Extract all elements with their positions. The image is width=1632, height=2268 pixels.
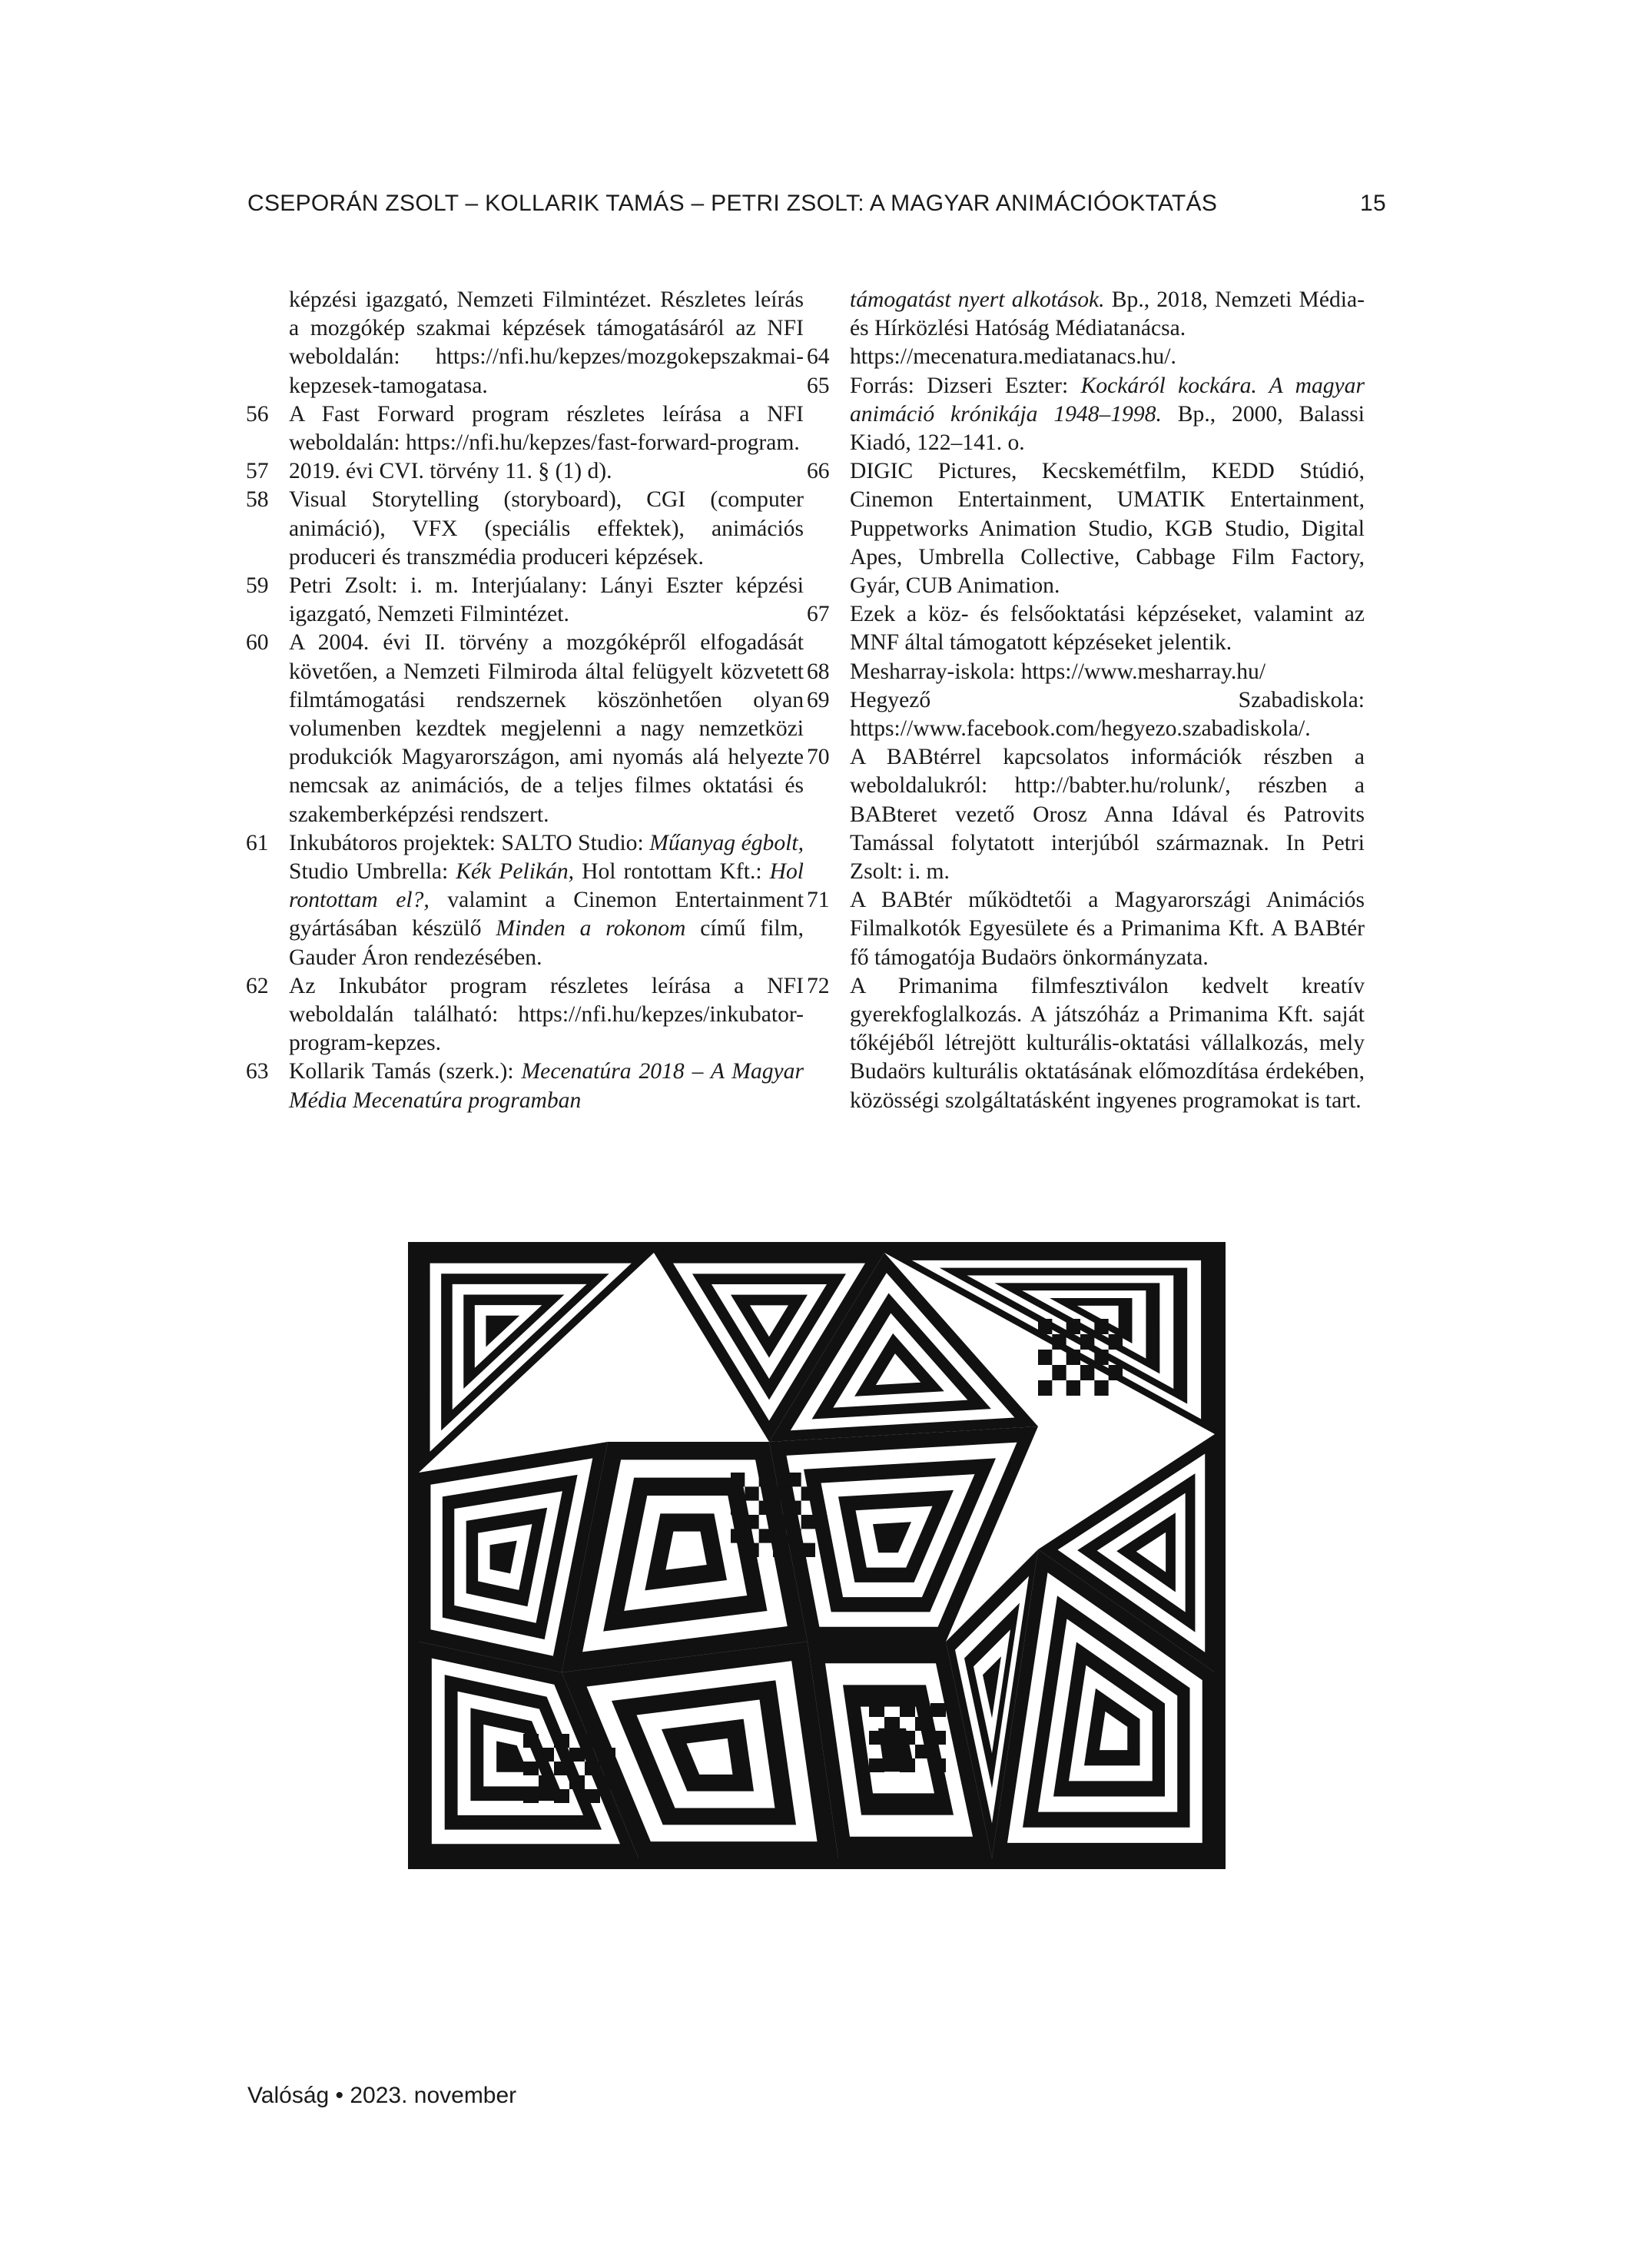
checker-block — [787, 1529, 801, 1542]
op-art-illustration — [408, 1242, 1226, 1869]
work-title: Minden a rokonom — [496, 916, 686, 941]
footnote-text: Visual Storytelling (storyboard), CGI (computer animáció), VFX (speciális effektek), animációs produceri és transzmédia produceri képzések. — [289, 487, 804, 569]
checker-block — [787, 1501, 801, 1515]
checker-block — [554, 1762, 569, 1775]
footnote-72 — [807, 972, 1365, 1115]
checker-block — [801, 1543, 815, 1557]
footnote-text: A 2004. évi II. törvény a mozgóképről elfogadását követően, a Nemzeti Filmiroda által felügyelt közvetett filmtámogatási rendszernek köszönhetően olyan volumenben kezdtek megjelenni a nagy nemzetközi produkciók Magyarországon, ami nyomás alá helyezte nemcsak az animációs, de a teljes filmes oktatási és szakemberképzési rendszert. — [289, 630, 804, 827]
checker-block — [731, 1473, 745, 1486]
footnote-text: Kollarik Tamás (szerk.): — [289, 1059, 522, 1084]
footnote-67 — [807, 600, 1365, 657]
footnote-continuation — [246, 286, 804, 400]
checker-block — [731, 1501, 745, 1515]
checker-block — [759, 1529, 773, 1542]
footnote-text: A BABtérrel kapcsolatos információk részben a weboldalukról: http://babter.hu/rolunk/, részben a BABteret vezető Orosz Anna Idával és Patrovits Tamással folytatott interjúból származnak. In Petri Zsolt: i. m. — [850, 745, 1365, 885]
checker-block — [1094, 1319, 1108, 1334]
footnote-number: 62 — [246, 973, 269, 998]
checker-block — [600, 1775, 615, 1789]
footnote-68 — [807, 658, 1365, 686]
footnote-62 — [246, 972, 804, 1058]
footnote-number: 57 — [246, 459, 269, 484]
checker-block — [554, 1734, 569, 1748]
checker-block — [600, 1748, 615, 1762]
op-art-drawing — [408, 1242, 1226, 1869]
footnote-number: 61 — [246, 830, 269, 855]
checker-block — [869, 1703, 884, 1717]
checker-block — [523, 1789, 539, 1803]
checker-block — [1052, 1365, 1066, 1380]
footnote-number: 65 — [807, 373, 830, 398]
footer-text: Valóság • 2023. november — [247, 2083, 517, 2108]
footnote-69 — [807, 686, 1365, 743]
footnote-text: Bp., 2018, Nemzeti Média- és Hírközlési Hatóság Médiatanácsa. — [850, 287, 1365, 341]
checker-block — [773, 1515, 787, 1529]
checker-block — [1109, 1365, 1123, 1380]
checker-block — [900, 1758, 915, 1772]
checker-block — [884, 1745, 900, 1758]
footnote-number: 63 — [246, 1059, 269, 1084]
checker-block — [569, 1748, 585, 1762]
footnote-number: 64 — [807, 344, 830, 370]
footnote-number: 58 — [246, 487, 269, 513]
footnote-56 — [246, 400, 804, 457]
footnote-number: 59 — [246, 573, 269, 599]
footnote-number: 60 — [246, 630, 269, 656]
page-footer — [247, 2083, 516, 2109]
checker-block — [1066, 1350, 1080, 1365]
work-title: Mecenatúra 2018 – A Magyar Média Mecenatúra programban — [289, 1059, 804, 1113]
checker-block — [801, 1515, 815, 1529]
checker-block — [1094, 1380, 1108, 1396]
footnote-text: Bp., 2000, Balassi Kiadó, 122–141. o. — [850, 401, 1365, 456]
running-header — [247, 191, 1386, 224]
checker-block — [930, 1703, 946, 1717]
footnote-text: valamint a Cinemon Entertainment gyártásában készülő — [289, 888, 804, 941]
footnote-number: 70 — [807, 745, 830, 770]
checker-block — [585, 1734, 600, 1748]
work-title: Kockáról kockára. A magyar animáció krónikája 1948–1998. — [850, 373, 1365, 427]
checker-block — [745, 1486, 758, 1500]
checker-block — [773, 1486, 787, 1500]
footnotes-left-column — [246, 286, 804, 1115]
checker-block — [759, 1501, 773, 1515]
checker-block — [884, 1717, 900, 1731]
footnote-59 — [246, 572, 804, 629]
checker-block — [1038, 1380, 1052, 1396]
footnote-number: 56 — [246, 401, 269, 427]
footnote-number: 71 — [807, 888, 830, 913]
footnote-text: Petri Zsolt: i. m. Interjúalany: Lányi Eszter képzési igazgató, Nemzeti Filmintézet. — [289, 573, 804, 627]
op-art-pattern — [419, 1253, 1215, 1858]
footnote-number: 72 — [807, 973, 830, 998]
footnote-text: 2019. évi CVI. törvény 11. § (1) d). — [289, 459, 612, 484]
footnote-70 — [807, 743, 1365, 886]
footnote-text: A BABtér működtetői a Magyarországi Animációs Filmalkotók Egyesülete és a Primanima Kft. A BABtér fő támogatója Budaörs önkormányzata. — [850, 888, 1365, 970]
footnote-text: Ezek a köz- és felsőoktatási képzéseket, valamint az MNF által támogatott képzéseket jelentik. — [850, 602, 1365, 656]
checker-block — [1080, 1365, 1094, 1380]
checker-block — [773, 1543, 787, 1557]
footnote-number: 67 — [807, 602, 830, 627]
work-title: támogatást nyert alkotások. — [850, 287, 1105, 312]
checker-block — [585, 1789, 600, 1803]
footnote-text: Hol rontottam Kft.: — [574, 859, 770, 885]
checker-block — [869, 1731, 884, 1745]
footnotes-right-column — [807, 286, 1365, 1115]
checker-block — [900, 1731, 915, 1745]
footnote-text: Inkubátoros projektek: SALTO Studio: — [289, 830, 650, 855]
footnote-65 — [807, 372, 1365, 458]
work-title: Műanyag égbolt, — [649, 830, 804, 855]
checker-block — [915, 1717, 930, 1731]
footnote-text: DIGIC Pictures, Kecskemétfilm, KEDD Stúdió, Cinemon Entertainment, UMATIK Entertainment, Puppetworks Animation Studio, KGB Studio, Digital Apes, Umbrella Collective, Cabbage Film Factory, Gyár, CUB Animation. — [850, 459, 1365, 599]
checker-block — [1052, 1334, 1066, 1350]
checker-block — [745, 1543, 758, 1557]
checker-block — [801, 1486, 815, 1500]
checker-block — [523, 1734, 539, 1748]
footnote-text: A Fast Forward program részletes leírása a NFI weboldalán: https://nfi.hu/kepzes/fast-forward-program. — [289, 401, 804, 456]
footnote-63 — [246, 1058, 804, 1114]
footnote-58 — [246, 486, 804, 572]
footnote-text: Forrás: Dizseri Eszter: — [850, 373, 1081, 398]
checker-block — [787, 1473, 801, 1486]
footnote-text: című film, Gauder Áron rendezésében. — [289, 916, 804, 970]
footnote-continuation — [807, 286, 1365, 343]
checker-block — [745, 1515, 758, 1529]
checker-block — [930, 1758, 946, 1772]
footnote-number: 68 — [807, 659, 830, 684]
checker-block — [523, 1762, 539, 1775]
checker-block — [554, 1789, 569, 1803]
footnote-61 — [246, 829, 804, 972]
checker-block — [1094, 1350, 1108, 1365]
checker-block — [930, 1731, 946, 1745]
footnote-71 — [807, 886, 1365, 972]
checker-block — [869, 1758, 884, 1772]
footnote-text: Mesharray-iskola: https://www.mesharray.hu/ — [850, 659, 1266, 684]
checker-block — [585, 1762, 600, 1775]
checker-block — [539, 1775, 554, 1789]
checker-block — [569, 1775, 585, 1789]
footnote-number: 69 — [807, 687, 830, 712]
footnote-64 — [807, 343, 1365, 371]
checker-block — [900, 1703, 915, 1717]
footnote-66 — [807, 457, 1365, 600]
checker-block — [1080, 1334, 1094, 1350]
checker-block — [1066, 1319, 1080, 1334]
checker-block — [731, 1529, 745, 1542]
checker-block — [1109, 1334, 1123, 1350]
footnote-text: https://mecenatura.mediatanacs.hu/. — [850, 344, 1176, 370]
footnote-number: 66 — [807, 459, 830, 484]
checker-block — [1066, 1380, 1080, 1396]
work-title: Kék Pelikán, — [456, 859, 575, 885]
footnote-text: Studio Umbrella: — [289, 859, 456, 885]
footnote-text: A Primanima filmfesztiválon kedvelt kreatív gyerekfoglalkozás. A játszóház a Primanima Kft. saját tőkéjéből létrejött kulturális-oktatási vállalkozás, mely Budaörs kulturális oktatásának előmozdítása érdekében, közösségi szolgáltatásként ingyenes programokat is tart. — [850, 973, 1365, 1113]
running-title: CSEPORÁN ZSOLT – KOLLARIK TAMÁS – PETRI ZSOLT: A MAGYAR ANIMÁCIÓOKTATÁS — [247, 191, 1218, 216]
footnote-text: Az Inkubátor program részletes leírása a NFI weboldalán található: https://nfi.hu/kepzes/inkubator-program-kepzes. — [289, 973, 804, 1056]
checker-block — [759, 1473, 773, 1486]
footnote-60 — [246, 629, 804, 829]
work-title: Hol rontottam el?, — [289, 859, 804, 913]
checker-block — [1038, 1319, 1052, 1334]
page-number: 15 — [1360, 191, 1386, 216]
footnote-text: Hegyező Szabadiskola: https://www.facebook.com/hegyezo.szabadiskola/. — [850, 687, 1365, 742]
checker-block — [915, 1745, 930, 1758]
checker-block — [539, 1748, 554, 1762]
footnote-text: képzési igazgató, Nemzeti Filmintézet. Részletes leírás a mozgókép szakmai képzések támogatásáról az NFI weboldalán: https://nfi.hu/kepzes/mozgokepszakmai-kepzesek-tamogatasa. — [289, 287, 804, 398]
checker-block — [1038, 1350, 1052, 1365]
footnote-57 — [246, 457, 804, 486]
